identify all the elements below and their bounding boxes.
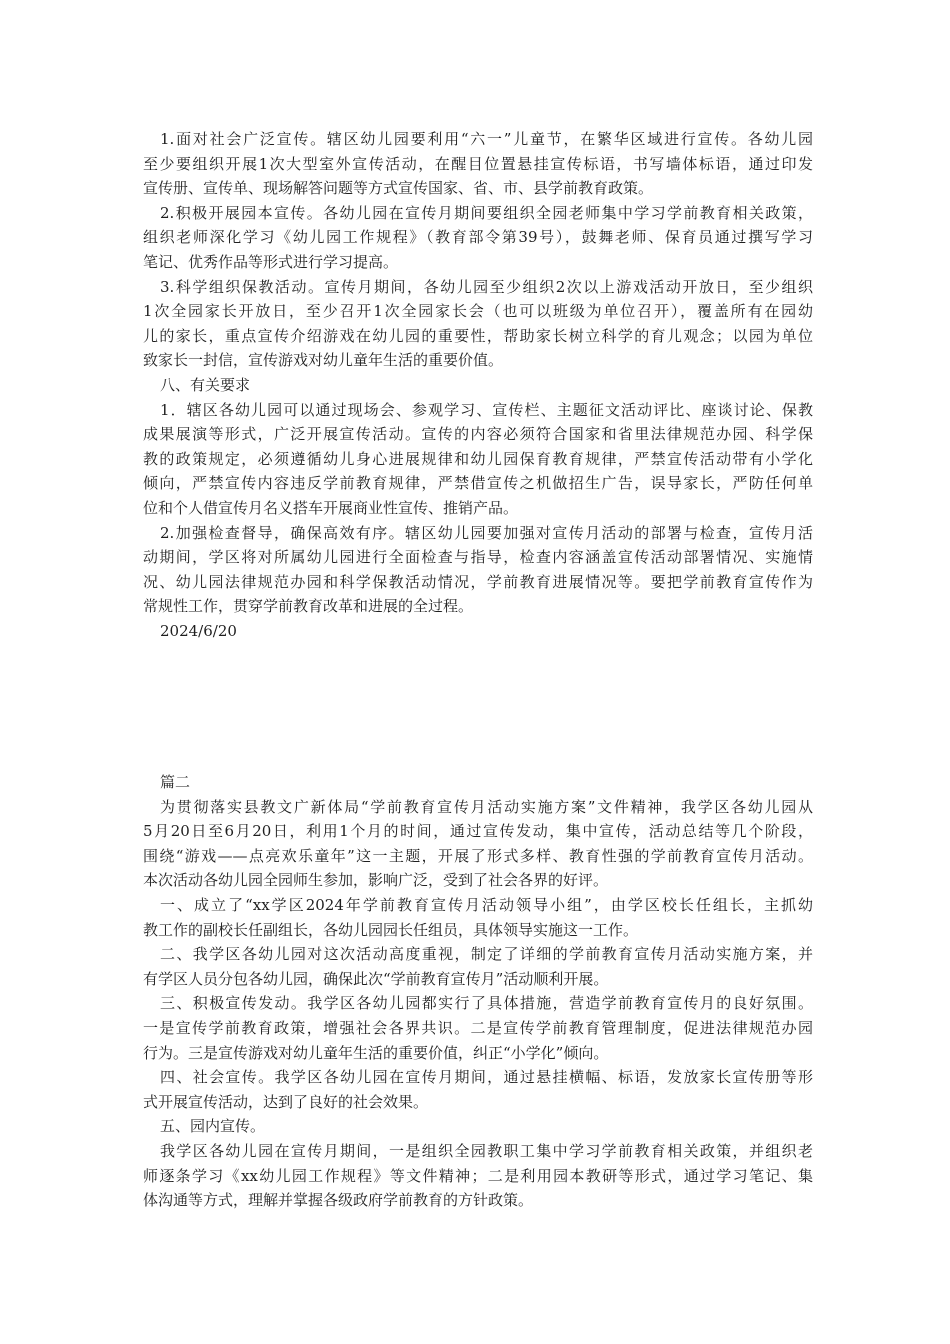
- section-two-paragraph: [143, 1114, 813, 1139]
- section-two-paragraph: [143, 991, 813, 1065]
- section-two-paragraph: [143, 1065, 813, 1114]
- text-line: 笔记、优秀作品等形式进行学习提高。: [143, 252, 399, 271]
- text-line: 篇二: [160, 773, 191, 791]
- text-line: 儿的家长，重点宣传介绍游戏在幼儿园的重要性，帮助家长树立科学的育儿观念；以园为单位: [143, 326, 813, 345]
- text-line: 动期间，学区将对所属幼儿园进行全面检查与指导，检查内容涵盖宣传活动部署情况、实施情: [143, 548, 813, 567]
- text-line: 本次活动各幼儿园全园师生参加，影响广泛，受到了社会各界的好评。: [143, 871, 609, 890]
- text-line: 2.加强检查督导，确保高效有序。辖区幼儿园要加强对宣传月活动的部署与检查，宣传月活: [160, 523, 813, 542]
- text-line: 三、积极宣传发动。我学区各幼儿园都实行了具体措施，营造学前教育宣传月的良好氛围。: [160, 994, 813, 1013]
- text-line: 师逐条学习《xx幼儿园工作规程》等文件精神；二是利用园本教研等形式，通过学习笔记、集: [143, 1166, 813, 1185]
- text-line: 况、幼儿园法律规范办园和科学保教活动情况，学前教育进展情况等。要把学前教育宣传作为: [143, 572, 813, 591]
- section-two: [143, 770, 813, 1213]
- text-line: 倾向，严禁宣传内容违反学前教育规律，严禁借宣传之机做招生广告，误导家长，严防任何单: [143, 474, 813, 493]
- section-two-paragraph: [143, 942, 813, 991]
- section-one-paragraph: [143, 398, 813, 521]
- text-line: 行为。三是宣传游戏对幼儿童年生活的重要价值，纠正“小学化”倾向。: [143, 1043, 609, 1062]
- text-line: 常规性工作，贯穿学前教育改革和进展的全过程。: [143, 597, 474, 616]
- text-line: 2.积极开展园本宣传。各幼儿园在宣传月期间要组织全园老师集中学习学前教育相关政策，: [160, 203, 813, 222]
- section-two-paragraph: [143, 770, 813, 795]
- text-line: 四、社会宣传。我学区各幼儿园在宣传月期间，通过悬挂横幅、标语，发放家长宣传册等形: [160, 1068, 813, 1087]
- text-line: 有学区人员分包各幼儿园，确保此次“学前教育宣传月”活动顺利开展。: [143, 969, 609, 988]
- text-line: 我学区各幼儿园在宣传月期间，一是组织全园教职工集中学习学前教育相关政策，并组织老: [160, 1141, 813, 1160]
- text-line: 2024/6/20: [160, 621, 237, 640]
- section-one-paragraph: [143, 619, 813, 644]
- text-line: 教工作的副校长任副组长，各幼儿园园长任组员，具体领导实施这一工作。: [143, 920, 639, 939]
- text-line: 至少要组织开展1次大型室外宣传活动，在醒目位置悬挂宣传标语，书写墙体标语，通过印发: [143, 154, 813, 173]
- section-two-paragraph: [143, 795, 813, 893]
- text-line: 成果展演等形式，广泛开展宣传活动。宣传的内容必须符合国家和省里法律规范办园、科学保: [143, 425, 813, 444]
- section-one-paragraph: [143, 201, 813, 275]
- text-line: 一、成立了“xx学区2024年学前教育宣传月活动领导小组”，由学区校长任组长，主抓幼: [160, 895, 813, 914]
- text-line: 式开展宣传活动，达到了良好的社会效果。: [143, 1092, 429, 1111]
- section-one-paragraph: [143, 127, 813, 201]
- text-line: 致家长一封信，宣传游戏对幼儿童年生活的重要价值。: [143, 351, 504, 370]
- section-one: [143, 127, 813, 643]
- text-line: 1.面对社会广泛宣传。辖区幼儿园要利用“六一”儿童节，在繁华区域进行宣传。各幼儿园: [160, 130, 813, 148]
- text-line: 二、我学区各幼儿园对这次活动高度重视，制定了详细的学前教育宣传月活动实施方案，并: [160, 945, 813, 964]
- text-line: 5月20日至6月20日，利用1个月的时间，通过宣传发动，集中宣传，活动总结等几个阶段，: [143, 822, 813, 841]
- text-line: 组织老师深化学习《幼儿园工作规程》（教育部令第39号），鼓舞老师、保育员通过撰写学习: [143, 228, 813, 247]
- section-one-paragraph: [143, 521, 813, 619]
- section-one-paragraph: [143, 373, 813, 398]
- text-line: 位和个人借宣传月名义搭车开展商业性宣传、推销产品。: [143, 498, 519, 517]
- section-two-paragraph: [143, 893, 813, 942]
- section-one-paragraph: [143, 275, 813, 373]
- text-line: 教的政策规定，必须遵循幼儿身心进展规律和幼儿园保育教育规律，严禁宣传活动带有小学化: [143, 449, 813, 468]
- text-line: 3.科学组织保教活动。宣传月期间，各幼儿园至少组织2次以上游戏活动开放日，至少组织: [160, 277, 813, 296]
- text-line: 为贯彻落实县教文广新体局“学前教育宣传月活动实施方案”文件精神，我学区各幼儿园从: [160, 797, 813, 816]
- text-line: 围绕“游戏——点亮欢乐童年”这一主题，开展了形式多样、教育性强的学前教育宣传月活动。: [143, 846, 813, 865]
- text-line: 1次全园家长开放日，至少召开1次全园家长会（也可以班级为单位召开），覆盖所有在园幼: [143, 302, 813, 321]
- text-line: 五、园内宣传。: [160, 1117, 266, 1136]
- section-two-paragraph: [143, 1139, 813, 1213]
- text-line: 八、有关要求: [160, 375, 251, 394]
- text-line: 宣传册、宣传单、现场解答问题等方式宣传国家、省、市、县学前教育政策。: [143, 179, 654, 198]
- text-line: 1．辖区各幼儿园可以通过现场会、参观学习、宣传栏、主题征文活动评比、座谈讨论、保教: [160, 400, 813, 419]
- text-line: 一是宣传学前教育政策，增强社会各界共识。二是宣传学前教育管理制度，促进法律规范办园: [143, 1018, 813, 1037]
- text-line: 体沟通等方式，理解并掌握各级政府学前教育的方针政策。: [143, 1191, 534, 1210]
